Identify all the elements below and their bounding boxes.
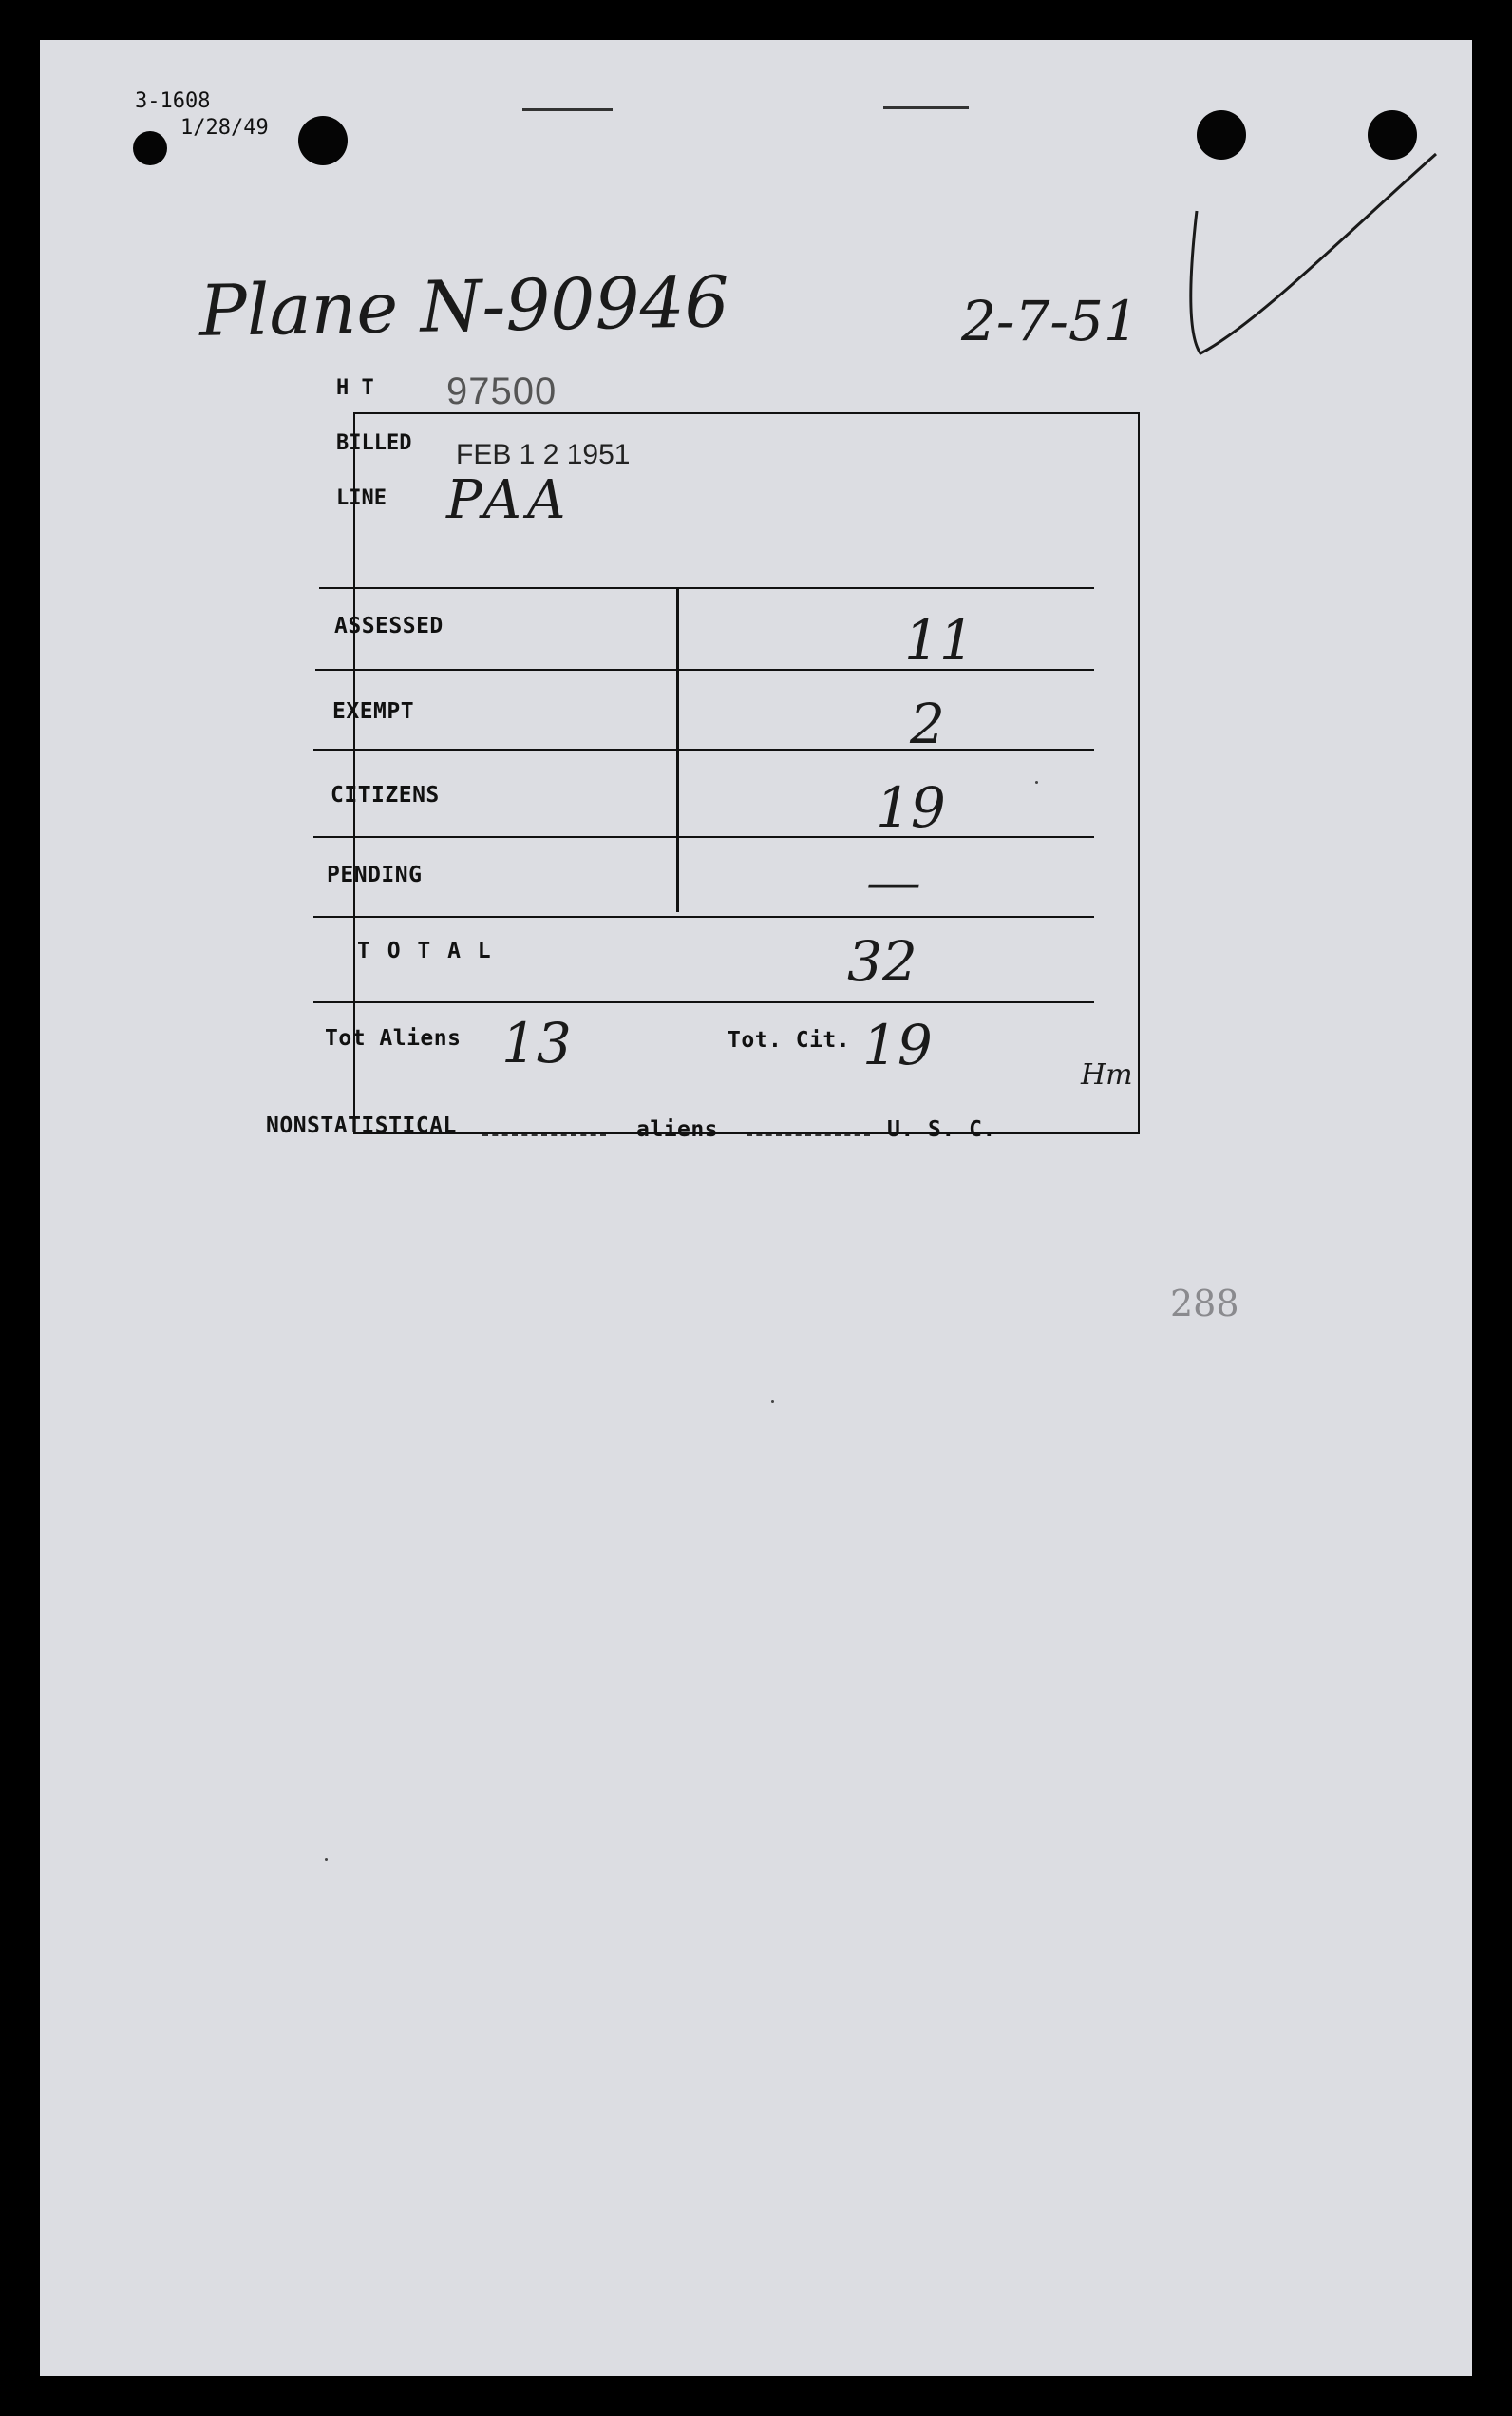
exempt-value: 2	[910, 692, 945, 756]
citizens-value: 19	[876, 775, 946, 840]
punch-hole-top-left-corner	[133, 131, 167, 165]
nonstatistical-label: NONSTATISTICAL	[266, 1113, 457, 1138]
total-value: 32	[847, 929, 917, 994]
handwritten-date: 2-7-51	[961, 289, 1139, 353]
ht-label: H T	[336, 376, 374, 400]
column-divider	[676, 589, 679, 912]
pending-label: PENDING	[327, 863, 423, 887]
line-label: LINE	[336, 486, 387, 510]
tot-aliens-label: Tot Aliens	[325, 1026, 462, 1051]
top-speck-1	[522, 108, 613, 111]
plane-number: Plane N-90946	[198, 261, 730, 352]
tot-cit-value: 19	[862, 1013, 933, 1077]
rule-4	[313, 836, 1094, 838]
nonstatistical-blank	[482, 1134, 606, 1136]
pending-value: —	[866, 849, 921, 914]
line-value: PAA	[446, 469, 572, 531]
page-number: 288	[1170, 1283, 1239, 1324]
top-speck-2	[883, 106, 969, 109]
citizens-label: CITIZENS	[331, 783, 440, 808]
aliens-label: aliens	[636, 1117, 719, 1142]
ht-number: 97500	[446, 371, 558, 412]
form-date: 1/28/49	[180, 116, 269, 140]
initials: Hm	[1081, 1058, 1133, 1092]
exempt-label: EXEMPT	[332, 699, 415, 724]
rule-6	[313, 1001, 1094, 1003]
document-page	[40, 40, 1472, 2376]
total-label: T O T A L	[357, 939, 493, 963]
assessed-value: 11	[904, 608, 974, 673]
aliens-blank	[747, 1134, 870, 1136]
rule-1	[319, 587, 1094, 589]
speck-3	[1035, 781, 1038, 784]
billed-label: BILLED	[336, 431, 412, 455]
usc-label: U. S. C.	[887, 1117, 996, 1142]
rule-2	[315, 669, 1094, 671]
tot-aliens-value: 13	[501, 1011, 572, 1075]
check-mark	[1161, 116, 1446, 363]
form-number: 3-1608	[135, 89, 211, 113]
rule-3	[313, 749, 1094, 751]
punch-hole-left	[298, 116, 348, 165]
speck-5	[325, 1858, 328, 1861]
billed-date: FEB 1 2 1951	[456, 439, 631, 470]
tot-cit-label: Tot. Cit.	[728, 1028, 851, 1053]
assessed-label: ASSESSED	[334, 614, 444, 638]
rule-5	[313, 916, 1094, 918]
speck-4	[771, 1400, 774, 1403]
